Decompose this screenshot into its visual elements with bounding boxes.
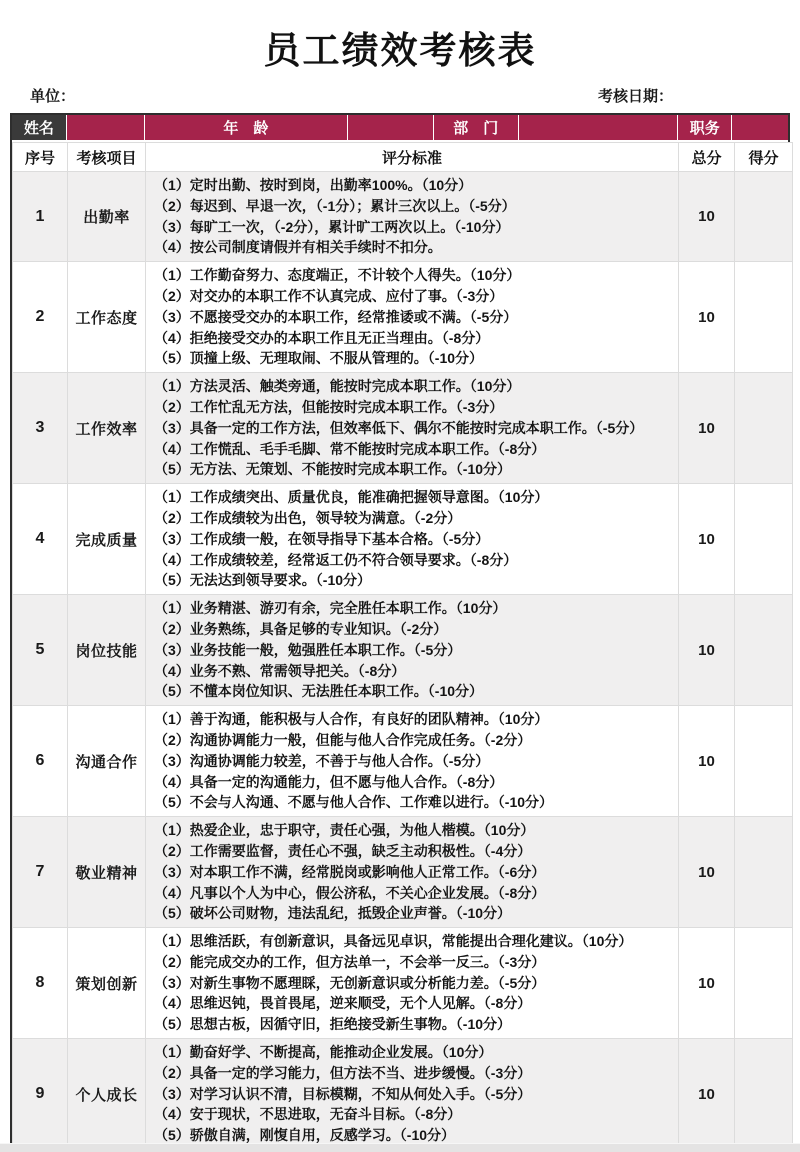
criteria-line: （1）业务精湛、游刃有余，完全胜任本职工作。（10分） — [154, 600, 507, 617]
row-no: 8 — [13, 928, 68, 1039]
table-row — [13, 928, 793, 1039]
criteria-line: （2）能完成交办的工作，但方法单一，不会举一反三。（-3分） — [154, 953, 546, 970]
row-no: 4 — [13, 484, 68, 595]
criteria-line: （5）不会与人沟通、不愿与他人合作、工作难以进行。（-10分） — [154, 794, 554, 811]
row-criteria — [146, 484, 679, 595]
col-header-no: 序号 — [13, 143, 68, 172]
criteria-line: （5）不懂本岗位知识、无法胜任本职工作。（-10分） — [154, 683, 484, 700]
criteria-line: （2）业务熟练，具备足够的专业知识。（-2分） — [154, 620, 448, 637]
name-label-cell: 姓名 — [12, 115, 67, 140]
assessment-date-value-field[interactable] — [673, 89, 763, 105]
criteria-line: （1）方法灵活、触类旁通，能按时完成本职工作。（10分） — [154, 378, 521, 395]
criteria-line: （2）工作成绩较为出色，领导较为满意。（-2分） — [154, 509, 462, 526]
criteria-line: （4）工作慌乱、毛手毛脚、常不能按时完成本职工作。（-8分） — [154, 440, 546, 457]
table-row — [13, 373, 793, 484]
row-total: 10 — [679, 172, 735, 262]
col-header-score: 得分 — [735, 143, 793, 172]
row-score-cell[interactable] — [735, 172, 793, 262]
unit-label: 单位： — [30, 88, 76, 105]
table-row — [13, 1039, 793, 1150]
criteria-line: （2）工作需要监督，责任心不强，缺乏主动积极性。（-4分） — [154, 842, 532, 859]
row-no: 6 — [13, 706, 68, 817]
criteria-line: （1）勤奋好学、不断提高，能推动企业发展。（10分） — [154, 1044, 493, 1061]
row-item: 个人成长 — [68, 1039, 146, 1150]
row-item: 敬业精神 — [68, 817, 146, 928]
row-item: 出勤率 — [68, 172, 146, 262]
criteria-line: （2）沟通协调能力一般，但能与他人合作完成任务。（-2分） — [154, 731, 532, 748]
row-item: 完成质量 — [68, 484, 146, 595]
criteria-line: （1）定时出勤、按时到岗，出勤率100%。（10分） — [154, 177, 473, 193]
name-value-cell[interactable] — [67, 115, 145, 140]
evaluation-table — [10, 113, 790, 1152]
row-score-cell[interactable] — [735, 262, 793, 373]
assessment-date-label: 考核日期： — [598, 88, 674, 105]
department-label-cell: 部 门 — [434, 115, 519, 140]
row-criteria — [146, 817, 679, 928]
row-score-cell[interactable] — [735, 1039, 793, 1150]
criteria-line: （5）思想古板，因循守旧，拒绝接受新生事物。（-10分） — [154, 1016, 512, 1033]
page-title: 员工绩效考核表 — [263, 31, 537, 72]
col-header-criteria: 评分标准 — [146, 143, 679, 172]
row-criteria — [146, 595, 679, 706]
row-total: 10 — [679, 706, 735, 817]
criteria-line: （4）按公司制度请假并有相关手续时不扣分。 — [154, 239, 442, 256]
row-item: 策划创新 — [68, 928, 146, 1039]
criteria-line: （3）不愿接受交办的本职工作，经常推诿或不满。（-5分） — [154, 308, 518, 325]
table-row — [13, 706, 793, 817]
column-header-row — [13, 143, 793, 172]
row-criteria — [146, 706, 679, 817]
criteria-line: （4）工作成绩较差，经常返工仍不符合领导要求。（-8分） — [154, 551, 518, 568]
criteria-line: （2）每迟到、早退一次，（-1分）；累计三次以上。（-5分） — [154, 197, 516, 214]
criteria-line: （2）对交办的本职工作不认真完成、应付了事。（-3分） — [154, 287, 504, 304]
row-criteria — [146, 262, 679, 373]
criteria-line: （3）业务技能一般，勉强胜任本职工作。（-5分） — [154, 641, 462, 658]
table-row — [13, 172, 793, 262]
unit-field-group — [30, 85, 165, 106]
table-row — [13, 262, 793, 373]
criteria-line: （3）每旷工一次，（-2分），累计旷工两次以上。（-10分） — [154, 218, 510, 235]
row-score-cell[interactable] — [735, 484, 793, 595]
criteria-line: （3）对新生事物不愿理睬，无创新意识或分析能力差。（-5分） — [154, 974, 546, 991]
criteria-line: （1）工作勤奋努力、态度端正，不计较个人得失。（10分） — [154, 267, 521, 284]
position-label-cell: 职务 — [678, 115, 732, 140]
row-item: 沟通合作 — [68, 706, 146, 817]
table-row — [13, 817, 793, 928]
row-criteria — [146, 928, 679, 1039]
table-row — [13, 484, 793, 595]
age-value-cell[interactable] — [348, 115, 434, 140]
table-row — [13, 595, 793, 706]
row-no: 2 — [13, 262, 68, 373]
row-item: 工作态度 — [68, 262, 146, 373]
col-header-total: 总分 — [679, 143, 735, 172]
criteria-line: （4）安于现状，不思进取，无奋斗目标。（-8分） — [154, 1106, 462, 1123]
criteria-line: （5）破坏公司财物，违法乱纪，抵毁企业声誉。（-10分） — [154, 905, 512, 922]
row-total: 10 — [679, 928, 735, 1039]
row-no: 9 — [13, 1039, 68, 1150]
criteria-line: （4）凡事以个人为中心，假公济私，不关心企业发展。（-8分） — [154, 884, 546, 901]
department-value-cell[interactable] — [519, 115, 679, 140]
row-total: 10 — [679, 373, 735, 484]
criteria-line: （3）工作成绩一般，在领导指导下基本合格。（-5分） — [154, 530, 490, 547]
col-header-item: 考核项目 — [68, 143, 146, 172]
date-field-group — [598, 85, 763, 106]
row-total: 10 — [679, 484, 735, 595]
criteria-line: （4）具备一定的沟通能力，但不愿与他人合作。（-8分） — [154, 773, 504, 790]
unit-value-field[interactable] — [75, 89, 165, 105]
row-no: 7 — [13, 817, 68, 928]
row-total: 10 — [679, 1039, 735, 1150]
criteria-line: （5）无法达到领导要求。（-10分） — [154, 572, 372, 589]
row-score-cell[interactable] — [735, 595, 793, 706]
criteria-line: （3）具备一定的工作方法，但效率低下、偶尔不能按时完成本职工作。（-5分） — [154, 419, 644, 436]
criteria-line: （1）工作成绩突出、质量优良，能准确把握领导意图。（10分） — [154, 489, 549, 506]
row-criteria — [146, 373, 679, 484]
row-total: 10 — [679, 817, 735, 928]
row-total: 10 — [679, 595, 735, 706]
criteria-line: （3）对学习认识不清，目标模糊，不知从何处入手。（-5分） — [154, 1085, 532, 1102]
row-no: 3 — [13, 373, 68, 484]
row-score-cell[interactable] — [735, 928, 793, 1039]
criteria-line: （2）具备一定的学习能力，但方法不当、进步缓慢。（-3分） — [154, 1064, 532, 1081]
row-item: 岗位技能 — [68, 595, 146, 706]
row-item: 工作效率 — [68, 373, 146, 484]
row-score-cell[interactable] — [735, 817, 793, 928]
criteria-table — [12, 142, 793, 1150]
criteria-line: （5）骄傲自满，刚愎自用，反感学习。（-10分） — [154, 1127, 456, 1144]
row-criteria — [146, 172, 679, 262]
criteria-line: （4）业务不熟、常需领导把关。（-8分） — [154, 662, 406, 679]
criteria-line: （5）顶撞上级、无理取闹、不服从管理的。（-10分） — [154, 350, 484, 367]
criteria-line: （1）思维活跃，有创新意识，具备远见卓识，常能提出合理化建议。（10分） — [154, 933, 633, 950]
row-score-cell[interactable] — [735, 373, 793, 484]
meta-row — [0, 85, 800, 107]
row-total: 10 — [679, 262, 735, 373]
position-value-cell[interactable] — [732, 115, 788, 140]
performance-form-page — [0, 20, 800, 1152]
row-score-cell[interactable] — [735, 706, 793, 817]
employee-info-header-row — [12, 115, 788, 142]
page-bottom-band — [0, 1143, 800, 1152]
row-no: 5 — [13, 595, 68, 706]
criteria-line: （2）工作忙乱无方法，但能按时完成本职工作。（-3分） — [154, 398, 504, 415]
criteria-line: （3）对本职工作不满，经常脱岗或影响他人正常工作。（-6分） — [154, 863, 546, 880]
row-criteria — [146, 1039, 679, 1150]
criteria-line: （4）拒绝接受交办的本职工作且无正当理由。（-8分） — [154, 329, 490, 346]
criteria-line: （4）思维迟钝，畏首畏尾，逆来顺受，无个人见解。（-8分） — [154, 995, 532, 1012]
criteria-line: （5）无方法、无策划、不能按时完成本职工作。（-10分） — [154, 461, 512, 478]
criteria-line: （3）沟通协调能力较差，不善于与他人合作。（-5分） — [154, 752, 490, 769]
criteria-line: （1）善于沟通，能积极与人合作，有良好的团队精神。（10分） — [154, 711, 549, 728]
criteria-line: （1）热爱企业，忠于职守，责任心强，为他人楷模。（10分） — [154, 822, 535, 839]
age-label-cell: 年 龄 — [145, 115, 348, 140]
row-no: 1 — [13, 172, 68, 262]
